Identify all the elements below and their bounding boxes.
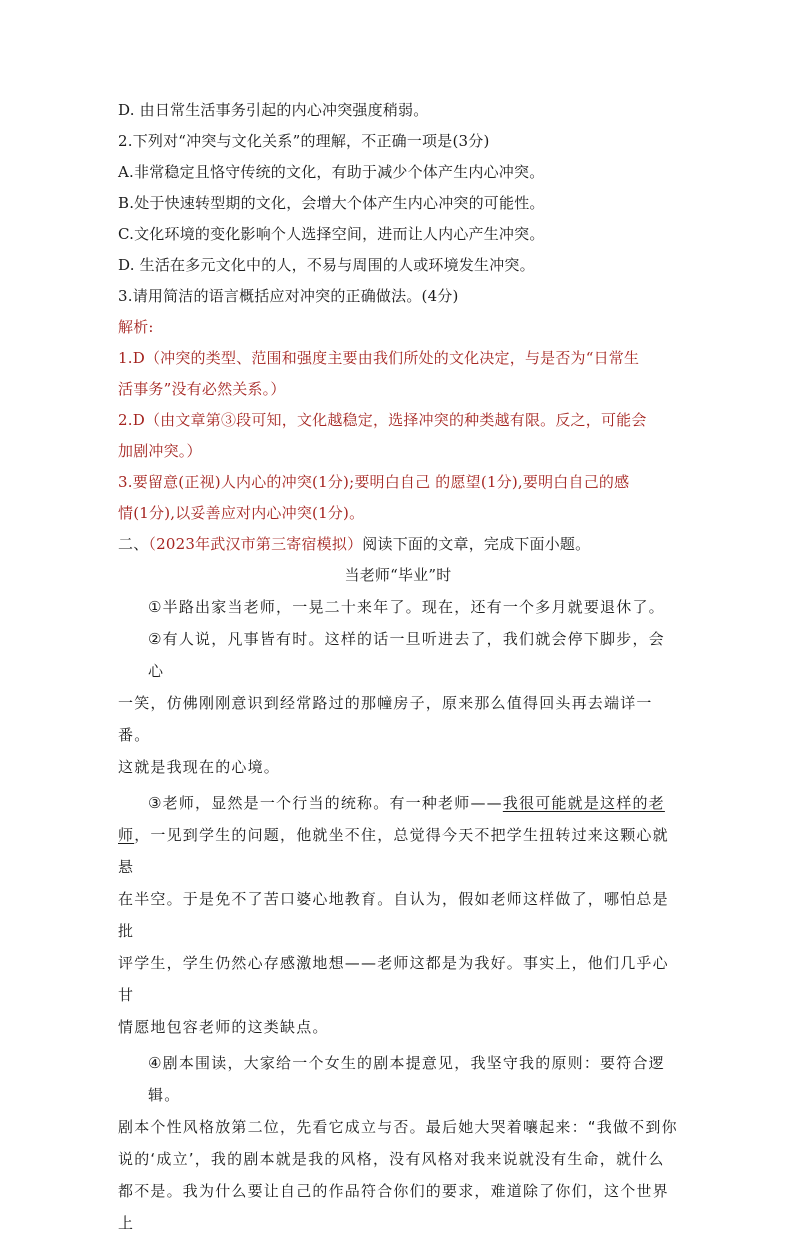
section-2-prefix: 二、 bbox=[118, 535, 149, 553]
paragraph-2-line-2: 一笑，仿佛刚刚意识到经常路过的那幢房子，原来那么值得回头再去端详一番。 bbox=[118, 694, 653, 744]
paragraph-3-line-2-text: ，一见到学生的问题，他就坐不住，总觉得今天不把学生扭转过来这颗心就悬 bbox=[118, 826, 669, 876]
paragraph-3-line-2 bbox=[118, 819, 678, 883]
q2-option-b: B.处于快速转型期的文化，会增大个体产生内心冲突的可能性。 bbox=[118, 194, 545, 212]
analysis-heading: 解析: bbox=[118, 318, 154, 336]
document-page bbox=[118, 95, 678, 1239]
article-paragraph-3 bbox=[118, 787, 678, 1043]
paragraph-3-line-3: 在半空。于是免不了苦口婆心地教育。自认为，假如老师这样做了，哪怕总是批 bbox=[118, 890, 669, 940]
paragraph-3-line-1 bbox=[118, 787, 678, 819]
answer-3-line-1: 3.要留意(正视)人内心的冲突(1分);要明白自己 的愿望(1分),要明白自己的感 bbox=[118, 473, 630, 491]
paragraph-4-line-4: 都不是。我为什么要让自己的作品符合你们的要求，难道除了你们，这个世界上 bbox=[118, 1182, 669, 1232]
underlined-phrase-end: 师 bbox=[118, 826, 135, 844]
answer-2-line-2: 加剧冲突。） bbox=[118, 442, 202, 460]
answer-1-line-1: 1.D（冲突的类型、范围和强度主要由我们所处的文化决定，与是否为“日常生 bbox=[118, 349, 640, 367]
q2-option-d: D. 生活在多元文化中的人，不易与周围的人或环境发生冲突。 bbox=[118, 256, 535, 274]
paragraph-4-line-2: 剧本个性风格放第二位，先看它成立与否。最后她大哭着嚷起来：“我做不到你 bbox=[118, 1118, 678, 1136]
answer-2-line-1: 2.D（由文章第③段可知，文化越稳定，选择冲突的种类越有限。反之，可能会 bbox=[118, 411, 647, 429]
paragraph-3-line-5: 情愿地包容老师的这类缺点。 bbox=[118, 1018, 329, 1036]
answer-1-line-2: 活事务”没有必然关系。） bbox=[118, 380, 286, 398]
paragraph-4-line-1: ④剧本围读，大家给一个女生的剧本提意见，我坚守我的原则：要符合逻辑。 bbox=[148, 1054, 665, 1104]
paragraph-3-line-4: 评学生，学生仍然心存感激地想——老师这都是为我好。事实上，他们几乎心甘 bbox=[118, 954, 669, 1004]
q2-option-a: A.非常稳定且恪守传统的文化，有助于减少个体产生内心冲突。 bbox=[118, 163, 545, 181]
article-paragraph-2 bbox=[118, 623, 678, 783]
underlined-phrase: 我很可能就是这样的老 bbox=[502, 794, 665, 812]
section-2-heading bbox=[118, 529, 678, 560]
q2-option-c: C.文化环境的变化影响个人选择空间，进而让人内心产生冲突。 bbox=[118, 225, 545, 243]
q3-stem: 3.请用简洁的语言概括应对冲突的正确做法。(4分) bbox=[118, 287, 459, 305]
paragraph-3-line-1-text: ③老师，显然是一个行当的统称。有一种老师—— bbox=[148, 794, 503, 812]
q2-stem: 2.下列对“冲突与文化关系”的理解，不正确一项是(3分) bbox=[118, 132, 490, 150]
section-2-instruction: 阅读下面的文章，完成下面小题。 bbox=[362, 535, 591, 553]
paragraph-2-line-1: ②有人说，凡事皆有时。这样的话一旦听进去了，我们就会停下脚步，会心 bbox=[148, 630, 665, 680]
paragraph-2-line-3: 这就是我现在的心境。 bbox=[118, 758, 281, 776]
section-2-source: （2023年武汉市第三寄宿模拟） bbox=[148, 535, 363, 553]
paragraph-4-line-3: 说的‘成立’，我的剧本就是我的风格，没有风格对我来说就没有生命，就什么 bbox=[118, 1150, 665, 1168]
q1-option-d: D. 由日常生活事务引起的内心冲突强度稍弱。 bbox=[118, 101, 429, 119]
article-paragraph-4 bbox=[118, 1047, 678, 1239]
answer-3-line-2: 情(1分),以妥善应对内心冲突(1分)。 bbox=[118, 504, 365, 522]
article-title: 当老师“毕业”时 bbox=[344, 566, 452, 584]
article-paragraph-1: ①半路出家当老师，一晃二十来年了。现在，还有一个多月就要退休了。 bbox=[148, 598, 665, 616]
